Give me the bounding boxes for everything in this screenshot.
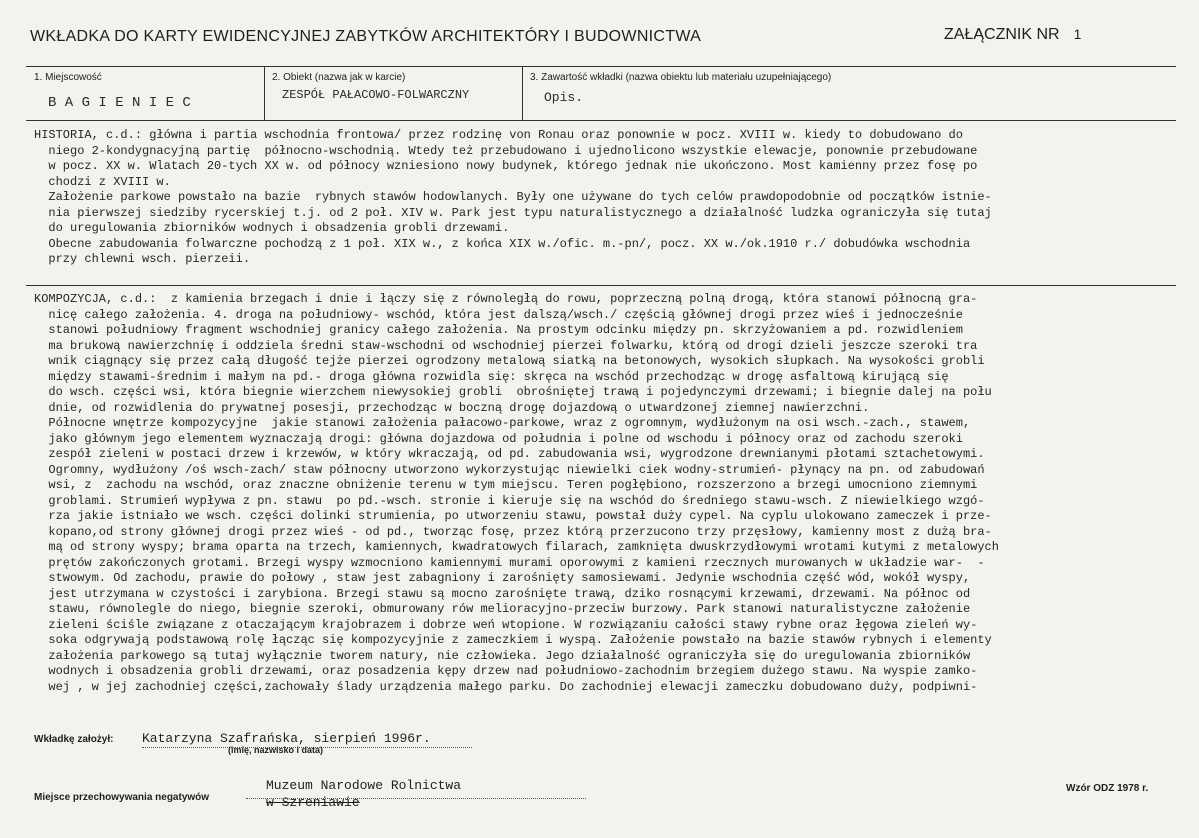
text-line: do uregulowania zbiorników wodnych i obsadzenia grobli drzewami. [34, 221, 510, 235]
kompozycja-section [34, 292, 1164, 695]
text-line: KOMPOZYCJA, c.d.: z kamienia brzegach i dnie i łączy się z równoległą do rowu, poprzeczną polną drogą, która stanowi północną gra- [34, 292, 978, 306]
text-line: zieleni ściśle związane z otaczającym krajobrazem i dobrze weń wtopione. W rozwiązaniu całości stawy rybne oraz łęgowa zieleń wy- [34, 617, 978, 632]
text-line: groblami. Strumień wypływa z pn. stawu po pd.-wsch. stronie i kieruje się na wschód do średniego stawu-wsch. Z niewielkiego wzgó- [34, 493, 985, 508]
text-line: jako głównym jego elementem wyznaczają drogi: główna dojazdowa od południa i polne od wschodu i północy oraz od zachodu szeroki [34, 431, 963, 446]
text-line: stawu, równolegle do niego, biegnie szeroki, obmurowany rów melioracyjno-przeciw burzowy. Park stanowi naturalistyczne założenie [34, 602, 971, 616]
author-value: Katarzyna Szafrańska, sierpień 1996r. [142, 731, 472, 748]
text-line: do wsch. części wsi, która biegnie wierzchem niewysokiej grobli obrośniętej trawą i pojedynczymi drzewami; i biegnie dalej na połu [34, 385, 992, 399]
text-line: w pocz. XX w. Wlatach 20-tych XX w. od północy wzniesiono nowy budynek, którego jednak nie ukończono. Most kamienny przez fosę po [34, 159, 978, 173]
author-caption: (imię, nazwisko i data) [228, 745, 324, 755]
text-line: kopano,od strony głównej drogi przez wieś - od pd., tworząc fosę, przez którą przerzucono trzy przęsłowy, kamienny most z dużą bra- [34, 524, 992, 539]
storage-value [266, 777, 461, 811]
storage-dotted-line [246, 798, 586, 799]
divider [26, 66, 1176, 67]
attachment-label: ZAŁĄCZNIK NR [944, 26, 1060, 43]
storage-label: Miejsce przechowywania negatywów [34, 792, 210, 803]
text-line: stanowi południowy fragment wschodniej granicy całego założenia. Na prostym odcinku między pn. skrzyżowaniem a pd. rozwidleniem [34, 323, 963, 337]
text-line: mą od strony wyspy; brama oparta na trzech, kamiennych, kwadratowych filarach, zamknięta dwuskrzydłowymi wrotami kutymi z metalowych [34, 540, 999, 554]
text-line: prętów zakończonych grotami. Brzegi wyspy wzmocniono kamiennymi murami oporowymi z kamieni rzecznych murowanych w układzie war- - [34, 555, 985, 570]
text-line: dnie, od rozwidlenia do prywatnej posesji, przechodząc w boczną drogę dojazdową o utwardzonej ziemnej nawierzchni. [34, 400, 870, 415]
text-line: rza jakie istniało we wsch. części dolinki strumienia, po utworzeniu stawu, powstał duży cypel. Na cyplu ulokowano zameczek i prze- [34, 509, 992, 523]
text-line: HISTORIA, c.d.: główna i partia wschodnia frontowa/ przez rodzinę von Ronau oraz ponownie w pocz. XVIII w. kiedy to dobudowano do [34, 128, 963, 142]
text-line: założenia parkowego są tutaj wyłącznie tworem natury, nie człowieka. Jego działalność ograniczyła się do uregulowania zbiorników [34, 648, 971, 663]
text-line: przy chlewni wsch. pierzeii. [34, 252, 251, 266]
text-line: wodnych i obsadzenia grobli drzewami, oraz posadzenia kępy drzew nad południowo-zachodnim brzegiem dużego stawu. Na wyspie zamko- [34, 664, 978, 678]
text-line: Obecne zabudowania folwarczne pochodzą z 1 poł. XIX w., z końca XIX w./ofic. m.-pn/, pocz. XX w./ok.1910 r./ dobudówka wschodnia [34, 236, 971, 251]
divider [264, 66, 265, 120]
attachment-number [944, 26, 1081, 44]
author-label: Wkładkę założył: [34, 734, 114, 745]
text-line: między stawami-średnim i małym na pd.- droga główna rozwidla się: skręca na wschód przechodząc w drogę asfaltową kirującą się [34, 369, 949, 384]
text-line: stwowym. Od zachodu, prawie do połowy , staw jest zabagniony i zarośnięty samosiewami. Jedynie wschodnia część wód, wokół wyspy, [34, 571, 971, 585]
text-line: chodzi z XVIII w. [34, 174, 171, 189]
object-label: 2. Obiekt (nazwa jak w karcie) [272, 72, 406, 83]
text-line: nicę całego założenia. 4. droga na południowy- wschód, która jest dalszą/wsch./ częścią głównej drogi przez wieś i jednocześnie [34, 307, 963, 322]
storage-line-2: w Szreniawie [266, 795, 360, 810]
object-value: ZESPÓŁ PAŁACOWO-FOLWARCZNY [282, 88, 470, 102]
divider [26, 285, 1176, 286]
divider [522, 66, 523, 120]
text-line: Ogromny, wydłużony /oś wsch-zach/ staw północny utworzono wykorzystując niewielki ciek wodny-strumień- płynący na pn. od zabudowań [34, 462, 985, 477]
text-line: nia pierwszej siedziby rycerskiej t.j. od 2 poł. XIV w. Park jest typu naturalistycznego a działalność ludzka ograniczyła się tutaj [34, 205, 992, 220]
content-value: Opis. [544, 90, 584, 105]
historia-section [34, 128, 1164, 268]
text-line: Północne wnętrze kompozycyjne jakie stanowi założenia pałacowo-parkowe, wraz z ogromnym, wydłużonym na osi wsch.-zach., stawem, [34, 416, 971, 430]
locality-label: 1. Miejscowość [34, 72, 102, 83]
text-line: niego 2-kondygnacyjną partię północno-wschodnią. Wtedy też przebudowano i ujednolicono wszystkie elewacje, ponownie przebudowane [34, 143, 978, 158]
text-line: Założenie parkowe powstało na bazie rybnych stawów hodowlanych. Były one używane do tych celów prawdopodobnie od początków istnie- [34, 190, 992, 204]
divider [26, 120, 1176, 121]
text-line: wnik ciągnący się przez całą długość tejże pierzei ogrodzony metalową siatką na betonowych, wysokich słupkach. Na wysokości grobli [34, 354, 985, 368]
text-line: soka odgrywają podstawową rolę łącząc się kompozycyjnie z zameczkiem i wyspą. Założenie powstało na bazie stawów rybnych i elementy [34, 633, 992, 647]
text-line: ma brukową nawierzchnię i oddziela średni staw-wschodni od wschodniej pierzei folwarku, którą od drogi dzieli jeszcze szeroki tra [34, 338, 978, 353]
text-line: jest utrzymana w czystości i zarybiona. Brzegi stawu są mocno zarośnięte trawą, dziko rosnącymi krzewami, drzewami. Na północ od [34, 586, 971, 601]
form-title: WKŁADKA DO KARTY EWIDENCYJNEJ ZABYTKÓW ARCHITEKTÓRY I BUDOWNICTWA [30, 28, 702, 45]
form-code: Wzór ODZ 1978 r. [1066, 783, 1149, 794]
text-line: wej , w jej zachodniej części,zachowały ślady urządzenia małego parku. Do zachodniej elewacji zameczku dobudowano duży, podpiwni- [34, 679, 978, 694]
storage-line-1: Muzeum Narodowe Rolnictwa [266, 778, 462, 793]
locality-value: B A G I E N I E C [48, 95, 191, 111]
text-line: zespół zieleni w postaci drzew i krzewów, w który wkraczają, od pd. zabudowania wsi, wygrodzone drewnianymi płotami sztachetowymi. [34, 447, 985, 461]
text-line: wsi, z zachodu na wschód, oraz znaczne obniżenie terenu w tym miejscu. Teren pogłębiono, rozszerzono a brzegi umocniono ziemnymi [34, 478, 978, 492]
attachment-number-value: 1 [1073, 26, 1082, 42]
content-label: 3. Zawartość wkładki (nazwa obiektu lub materiału uzupełniającego) [530, 72, 832, 83]
